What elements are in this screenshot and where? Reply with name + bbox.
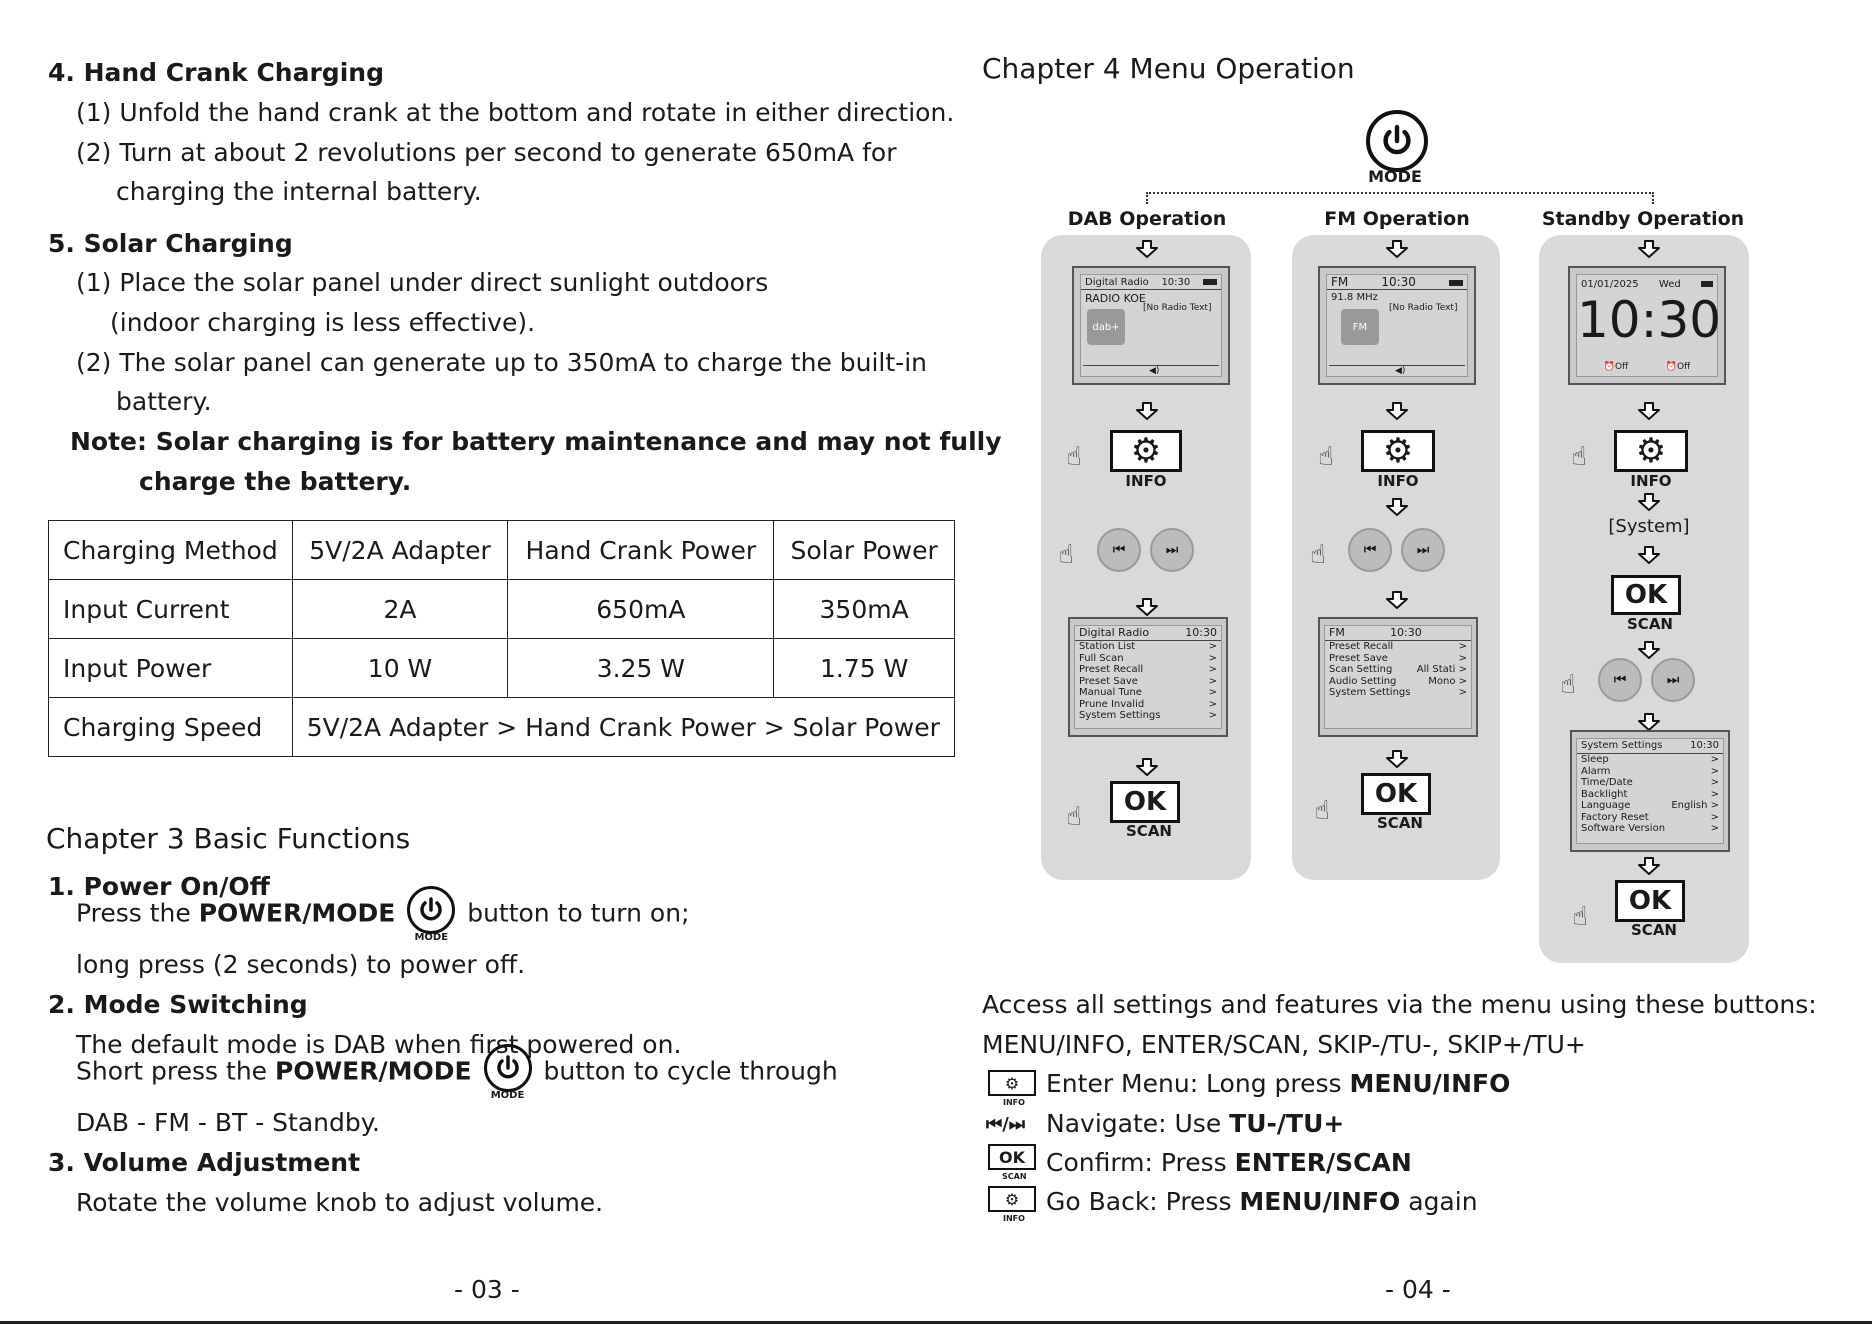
menu-item-value: > — [1710, 777, 1719, 788]
fm-menu-title: FM — [1329, 626, 1345, 639]
fm-screen-title: FM — [1331, 275, 1349, 289]
access-line-1: Access all settings and features via the menu using these buttons: — [982, 990, 1817, 1019]
solar-step-1-cont: (indoor charging is less effective). — [110, 308, 536, 337]
menu-item-label: Sleep — [1581, 754, 1609, 765]
hand-press-icon: ☝ — [1066, 802, 1082, 832]
down-arrow-icon — [1637, 401, 1661, 421]
menu-item[interactable] — [1325, 653, 1471, 665]
solar-heading: 5. Solar Charging — [48, 229, 293, 258]
power-heading: 1. Power On/Off — [48, 872, 270, 901]
menu-item-value: > — [1710, 788, 1719, 800]
battery-icon — [1449, 280, 1463, 286]
menu-item-label: Time/Date — [1581, 777, 1633, 788]
menu-item-value: > — [1208, 652, 1217, 664]
mode-caption: MODE — [414, 932, 449, 943]
table-cell: Charging Speed — [49, 698, 293, 757]
dab-screen — [1072, 266, 1230, 385]
hand-press-icon: ☝ — [1572, 902, 1588, 932]
ok-button[interactable]: OK — [1615, 880, 1685, 922]
mode-line-2 — [76, 1044, 838, 1101]
info-gear-icon: ⚙ — [988, 1186, 1036, 1212]
mode-connector — [1146, 192, 1654, 204]
menu-item-label: Alarm — [1581, 765, 1611, 777]
menu-item[interactable] — [1325, 641, 1471, 653]
volume-heading: 3. Volume Adjustment — [48, 1148, 361, 1177]
info-small-caption: INFO — [1003, 1214, 1025, 1223]
hand-press-icon: ☝ — [1066, 442, 1082, 472]
menu-item-value: > — [1710, 823, 1719, 834]
table-row — [49, 698, 955, 757]
down-arrow-icon — [1135, 401, 1159, 421]
menu-item-value: > — [1208, 675, 1217, 687]
menu-item[interactable] — [1325, 676, 1471, 688]
down-arrow-icon — [1385, 401, 1409, 421]
table-row — [49, 639, 955, 698]
menu-item-label: Prune Invalid — [1079, 698, 1145, 710]
alarm-2-icon: ⏰Off — [1665, 362, 1691, 372]
menu-item-label: Factory Reset — [1581, 811, 1649, 823]
menu-item[interactable] — [1577, 754, 1723, 766]
table-cell: 5V/2A Adapter > Hand Crank Power > Solar Power — [292, 698, 954, 757]
table-header-row — [49, 521, 955, 580]
dab-station: RADIO KOE — [1085, 291, 1146, 305]
table-header-cell: Hand Crank Power — [508, 521, 774, 580]
menu-item-label: Preset Recall — [1329, 641, 1394, 652]
menu-item-value: > — [1208, 641, 1217, 652]
fm-operation-label: FM Operation — [1324, 208, 1470, 230]
menu-item-label: Preset Save — [1329, 652, 1388, 664]
dab-menu-list — [1075, 641, 1221, 722]
scan-caption: SCAN — [1631, 921, 1677, 939]
info-caption: INFO — [1630, 472, 1672, 490]
fm-menu-list — [1325, 641, 1471, 699]
table-header-cell: Solar Power — [774, 521, 955, 580]
charging-table — [48, 520, 955, 757]
standby-date: 01/01/2025 — [1581, 279, 1639, 290]
dab-logo-icon: dab+ — [1087, 309, 1125, 345]
mode-text-pre: Short press the — [76, 1056, 275, 1086]
table-header-cell: Charging Method — [49, 521, 293, 580]
skip-back-button[interactable]: ⏮ — [1097, 528, 1141, 572]
hand-press-icon: ☝ — [1560, 670, 1576, 700]
dab-menu-title: Digital Radio — [1079, 626, 1150, 639]
fm-menu-screen — [1318, 617, 1478, 737]
down-arrow-icon — [1135, 597, 1159, 617]
info-caption: INFO — [1125, 472, 1167, 490]
dab-radio-text: [No Radio Text] — [1143, 303, 1212, 313]
mode-line-3: DAB - FM - BT - Standby. — [76, 1108, 380, 1137]
menu-item-label: Station List — [1079, 641, 1136, 652]
menu-item[interactable] — [1075, 676, 1221, 688]
menu-item-label: Full Scan — [1079, 652, 1124, 664]
scan-caption: SCAN — [1627, 615, 1673, 633]
down-arrow-icon — [1135, 757, 1159, 777]
down-arrow-icon — [1135, 239, 1159, 259]
hand-press-icon: ☝ — [1310, 540, 1326, 570]
table-header-cell: 5V/2A Adapter — [292, 521, 508, 580]
menu-item-label: Manual Tune — [1079, 687, 1142, 698]
scan-caption: SCAN — [1377, 814, 1423, 832]
down-arrow-icon — [1385, 590, 1409, 610]
table-cell: Input Current — [49, 580, 293, 639]
gear-icon: ⚙ — [1130, 431, 1162, 471]
chapter-4-title: Chapter 4 Menu Operation — [982, 52, 1355, 85]
menu-item-value: > — [1208, 687, 1217, 698]
table-cell: 650mA — [508, 580, 774, 639]
gear-icon: ⚙ — [1635, 431, 1667, 471]
hand-press-icon: ☝ — [1058, 540, 1074, 570]
system-menu-list — [1577, 754, 1723, 835]
fm-frequency: 91.8 MHz — [1331, 291, 1378, 303]
ok-small-icon: OK — [988, 1144, 1036, 1170]
dab-screen-title: Digital Radio — [1085, 277, 1149, 288]
hand-crank-step-2: (2) Turn at about 2 revolutions per second to generate 650mA for — [76, 138, 897, 167]
menu-item-value: > — [1458, 652, 1467, 664]
info-button[interactable] — [1361, 430, 1435, 472]
standby-day: Wed — [1658, 279, 1681, 290]
menu-item[interactable] — [1325, 687, 1471, 699]
fm-menu-time: 10:30 — [1390, 626, 1422, 639]
menu-item-value: > — [1710, 765, 1719, 777]
down-arrow-icon — [1385, 239, 1409, 259]
navigate-line: Navigate: Use TU-/TU+ — [1046, 1109, 1345, 1138]
menu-item-value: Mono > — [1428, 675, 1467, 687]
down-arrow-icon — [1637, 640, 1661, 660]
skip-back-button[interactable]: ⏮ — [1348, 528, 1392, 572]
fm-screen-time: 10:30 — [1381, 275, 1416, 289]
mode-caption: MODE — [1368, 167, 1422, 186]
access-line-2: MENU/INFO, ENTER/SCAN, SKIP-/TU-, SKIP+/TU+ — [982, 1030, 1586, 1059]
menu-item-value: > — [1710, 754, 1719, 765]
down-arrow-icon — [1385, 749, 1409, 769]
hand-press-icon: ☝ — [1571, 442, 1587, 472]
menu-item-label: System Settings — [1329, 687, 1411, 698]
table-cell: 10 W — [292, 639, 508, 698]
volume-icon: ◀) — [1149, 366, 1160, 376]
menu-item-value: > — [1208, 664, 1217, 675]
table-cell: 350mA — [774, 580, 955, 639]
menu-item[interactable] — [1577, 800, 1723, 812]
mode-heading: 2. Mode Switching — [48, 990, 308, 1019]
skip-forward-button[interactable]: ⏭ — [1651, 658, 1695, 702]
menu-item-value: > — [1458, 641, 1467, 652]
hand-crank-heading: 4. Hand Crank Charging — [48, 58, 384, 87]
enter-menu-line: Enter Menu: Long press MENU/INFO — [1046, 1069, 1511, 1098]
menu-item[interactable] — [1075, 653, 1221, 665]
menu-item-value: > — [1710, 811, 1719, 823]
dab-operation-label: DAB Operation — [1067, 208, 1227, 230]
power-icon — [484, 1044, 532, 1092]
down-arrow-icon — [1637, 545, 1661, 565]
table-cell: 1.75 W — [774, 639, 955, 698]
mode-text-bold: POWER/MODE — [275, 1056, 472, 1086]
gear-icon: ⚙ — [1382, 431, 1414, 471]
menu-item-label: Software Version — [1581, 823, 1666, 834]
info-button[interactable] — [1110, 430, 1182, 472]
alarm-1-icon: ⏰Off — [1603, 362, 1629, 372]
menu-item-value: > — [1208, 710, 1217, 721]
page-number-right: - 04 - — [1385, 1275, 1451, 1304]
menu-item[interactable] — [1075, 664, 1221, 676]
info-caption: INFO — [1377, 472, 1419, 490]
menu-item[interactable] — [1577, 766, 1723, 778]
ok-button[interactable]: OK — [1361, 773, 1431, 815]
scan-caption: SCAN — [1126, 822, 1172, 840]
skip-back-button[interactable]: ⏮ — [1598, 658, 1642, 702]
power-mode-inline — [484, 1044, 532, 1101]
skip-forward-button[interactable]: ⏭ — [1150, 528, 1194, 572]
menu-item-value: All Stati > — [1416, 664, 1467, 675]
down-arrow-icon — [1637, 712, 1661, 732]
menu-item[interactable] — [1577, 812, 1723, 824]
go-back-line: Go Back: Press MENU/INFO again — [1046, 1187, 1478, 1216]
power-text-bold: POWER/MODE — [198, 898, 396, 928]
info-gear-icon: ⚙ — [988, 1070, 1036, 1096]
dab-menu-time: 10:30 — [1185, 626, 1217, 639]
menu-item-label: Backlight — [1581, 788, 1628, 800]
skip-icon: ⏮/⏭ — [986, 1114, 1025, 1135]
system-menu-title: System Settings — [1581, 740, 1663, 751]
menu-item-value: > — [1208, 698, 1217, 710]
fm-radio-text: [No Radio Text] — [1389, 303, 1458, 313]
standby-screen — [1568, 266, 1726, 385]
skip-forward-button[interactable]: ⏭ — [1401, 528, 1445, 572]
hand-press-icon: ☝ — [1318, 442, 1334, 472]
dab-screen-time: 10:30 — [1161, 277, 1191, 288]
down-arrow-icon — [1637, 492, 1661, 512]
menu-item-label: Scan Setting — [1329, 664, 1393, 675]
info-button[interactable] — [1614, 430, 1688, 472]
solar-note-cont: charge the battery. — [139, 467, 412, 496]
power-line-2: long press (2 seconds) to power off. — [76, 950, 526, 979]
fm-logo-icon: FM — [1341, 309, 1379, 345]
solar-step-1: (1) Place the solar panel under direct sunlight outdoors — [76, 268, 769, 297]
table-cell: 2A — [292, 580, 508, 639]
menu-item-label: Language — [1581, 800, 1631, 811]
menu-item-label: System Settings — [1079, 710, 1161, 721]
power-mode-inline — [407, 886, 455, 943]
ok-button[interactable]: OK — [1110, 781, 1180, 823]
ok-button[interactable]: OK — [1611, 575, 1681, 615]
battery-icon — [1203, 279, 1217, 285]
menu-item-label: Preset Save — [1079, 675, 1138, 687]
volume-icon: ◀) — [1395, 366, 1406, 376]
solar-step-2: (2) The solar panel can generate up to 350mA to charge the built-in — [76, 348, 927, 377]
hand-crank-step-1: (1) Unfold the hand crank at the bottom and rotate in either direction. — [76, 98, 955, 127]
power-text-post: button to turn on; — [459, 898, 690, 928]
system-label: [System] — [1608, 516, 1690, 537]
alarm-row — [1585, 362, 1709, 372]
menu-item[interactable] — [1075, 687, 1221, 699]
menu-item[interactable] — [1325, 664, 1471, 676]
menu-item-value: English > — [1671, 800, 1719, 811]
menu-item-value: > — [1458, 687, 1467, 698]
battery-icon — [1701, 281, 1713, 287]
table-cell: Input Power — [49, 639, 293, 698]
system-menu-screen — [1570, 730, 1730, 852]
mode-line-1: The default mode is DAB when first powered on. — [76, 1030, 682, 1059]
menu-item[interactable] — [1577, 789, 1723, 801]
menu-item[interactable] — [1075, 699, 1221, 711]
scan-small-caption: SCAN — [1002, 1172, 1027, 1181]
standby-clock: 10:30 — [1577, 290, 1722, 349]
power-icon — [1366, 110, 1428, 172]
table-row — [49, 580, 955, 639]
menu-item-label: Preset Recall — [1079, 664, 1144, 675]
confirm-line: Confirm: Press ENTER/SCAN — [1046, 1148, 1412, 1177]
menu-item[interactable] — [1075, 641, 1221, 653]
menu-item-label: Audio Setting — [1329, 675, 1397, 687]
solar-step-2-cont: battery. — [116, 387, 212, 416]
menu-item[interactable] — [1075, 710, 1221, 722]
mode-text-post: button to cycle through — [535, 1056, 838, 1086]
solar-note: Note: Solar charging is for battery maintenance and may not fully — [70, 427, 1002, 456]
menu-item[interactable] — [1577, 777, 1723, 789]
menu-item[interactable] — [1577, 823, 1723, 835]
volume-line-1: Rotate the volume knob to adjust volume. — [76, 1188, 604, 1217]
chapter-3-title: Chapter 3 Basic Functions — [46, 822, 411, 855]
mode-caption: MODE — [490, 1090, 525, 1101]
down-arrow-icon — [1637, 856, 1661, 876]
fm-screen — [1318, 266, 1476, 385]
page-number-left: - 03 - — [454, 1275, 520, 1304]
down-arrow-icon — [1385, 497, 1409, 517]
dab-menu-screen — [1068, 617, 1228, 737]
down-arrow-icon — [1637, 239, 1661, 259]
system-menu-time: 10:30 — [1690, 740, 1719, 751]
table-cell: 3.25 W — [508, 639, 774, 698]
standby-operation-label: Standby Operation — [1541, 208, 1745, 230]
info-small-caption: INFO — [1003, 1098, 1025, 1107]
power-icon — [407, 886, 455, 934]
hand-press-icon: ☝ — [1314, 796, 1330, 826]
power-text-pre: Press the — [76, 898, 199, 928]
power-line-1 — [76, 886, 690, 943]
hand-crank-step-2-cont: charging the internal battery. — [116, 177, 482, 206]
